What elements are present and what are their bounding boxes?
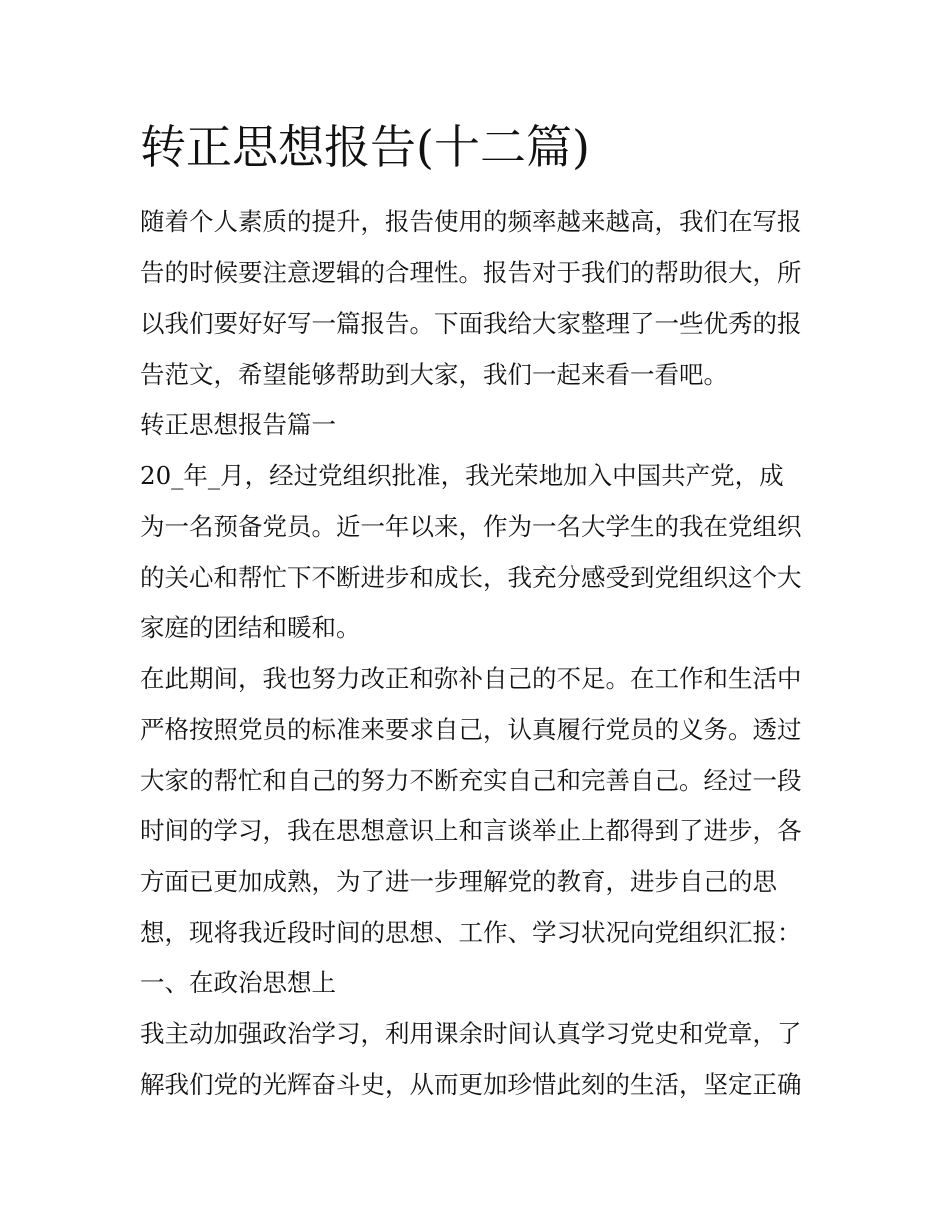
paragraph-line: 为一名预备党员。近一年以来，作为一名大学生的我在党组织 xyxy=(140,512,802,541)
paragraph-line: 方面已更加成熟，为了进一步理解党的教育，进步自己的思 xyxy=(140,867,777,896)
paragraph-line: 我主动加强政治学习，利用课余时间认真学习党史和党章，了 xyxy=(140,1019,802,1048)
paragraph-line: 严格按照党员的标准来要求自己，认真履行党员的义务。透过 xyxy=(140,715,802,744)
paragraph-line: 告范文，希望能够帮助到大家，我们一起来看一看吧。 xyxy=(140,360,728,389)
section-heading: 一、在政治思想上 xyxy=(140,968,336,997)
paragraph-line: 时间的学习，我在思想意识上和言谈举止上都得到了进步，各 xyxy=(140,816,802,845)
paragraph-line: 家庭的团结和暖和。 xyxy=(140,613,361,642)
paragraph-line: 20_年_月，经过党组织批准，我光荣地加入中国共产党，成 xyxy=(140,461,784,490)
paragraph-line: 随着个人素质的提升，报告使用的频率越来越高，我们在写报 xyxy=(140,207,802,236)
paragraph-line: 大家的帮忙和自己的努力不断充实自己和完善自己。经过一段 xyxy=(140,766,802,795)
paragraph-line: 解我们党的光辉奋斗史，从而更加珍惜此刻的生活，坚定正确 xyxy=(140,1070,802,1099)
paragraph-line: 告的时候要注意逻辑的合理性。报告对于我们的帮助很大，所 xyxy=(140,258,802,287)
document-title: 转正思想报告(十二篇) xyxy=(140,120,590,174)
paragraph-line: 的关心和帮忙下不断进步和成长，我充分感受到党组织这个大 xyxy=(140,563,802,592)
section-heading: 转正思想报告篇一 xyxy=(140,410,336,439)
paragraph-line: 在此期间，我也努力改正和弥补自己的不足。在工作和生活中 xyxy=(140,664,802,693)
paragraph-line: 想，现将我近段时间的思想、工作、学习状况向党组织汇报： xyxy=(140,918,802,947)
paragraph-line: 以我们要好好写一篇报告。下面我给大家整理了一些优秀的报 xyxy=(140,309,802,338)
